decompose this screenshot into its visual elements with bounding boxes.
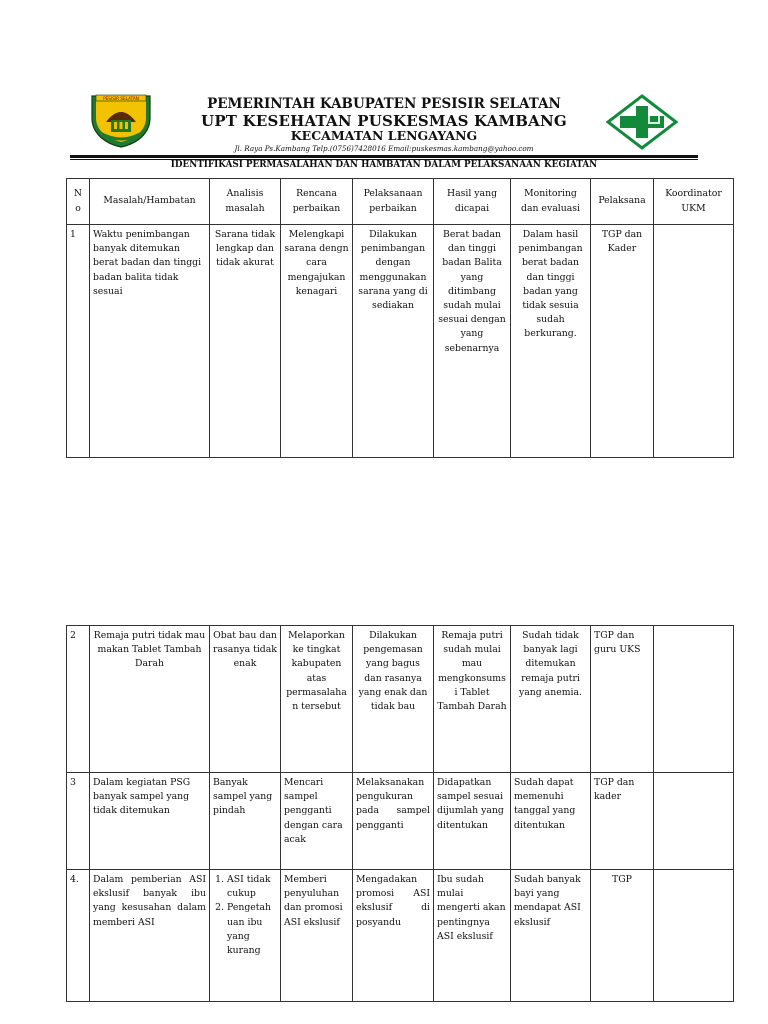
problem-table-page2: [66, 625, 734, 1002]
table-row: [67, 773, 734, 870]
row-koordinator: [654, 773, 734, 870]
row-rencana: Memberi penyuluhan dan promosi ASI ekslusif: [281, 870, 353, 1002]
row-masalah: Waktu penimbangan banyak ditemukan berat badan dan tinggi badan balita tidak sesuai: [90, 225, 210, 458]
table-row: [67, 626, 734, 773]
row-masalah: Remaja putri tidak mau makan Tablet Tambah Darah: [90, 626, 210, 773]
institution-line: UPT KESEHATAN PUSKESMAS KAMBANG: [201, 112, 567, 130]
government-line: PEMERINTAH KABUPATEN PESISIR SELATAN: [207, 96, 561, 112]
col-header-pelaksana: Pelaksana: [591, 179, 654, 225]
row-pelaksana: TGP dan guru UKS: [591, 626, 654, 773]
row-no: 2: [67, 626, 90, 773]
row-rencana: Melengkapi sarana dengn cara mengajukan kenagari: [281, 225, 353, 458]
letterhead: [0, 0, 768, 160]
col-header-rencana: Rencana perbaikan: [281, 179, 353, 225]
row-pelaksanaan: Melaksanakan pengukuran pada sampel pengganti: [353, 773, 434, 870]
row-analisis: Banyak sampel yang pindah: [210, 773, 281, 870]
puskesmas-logo: [606, 94, 678, 150]
analisis-item: 2. Pengetahuan ibu yang kurang: [227, 901, 277, 958]
row-pelaksana: TGP dan kader: [591, 773, 654, 870]
problem-table-page1: [66, 178, 734, 458]
row-monitoring: Sudah tidak banyak lagi ditemukan remaja putri yang anemia.: [511, 626, 591, 773]
row-monitoring: Dalam hasil penimbangan berat badan dan tinggi badan yang tidak sesuia sudah berkurang.: [511, 225, 591, 458]
col-header-monitoring: Monitoring dan evaluasi: [511, 179, 591, 225]
address-line: Jl. Raya Ps.Kambang Telp.(0756)7428016 Email:puskesmas.kambang@yahoo.com: [234, 144, 534, 153]
row-koordinator: [654, 626, 734, 773]
row-no: 3: [67, 773, 90, 870]
document-title: IDENTIFIKASI PERMASALAHAN DAN HAMBATAN DALAM PELAKSANAAN KEGIATAN: [170, 160, 598, 170]
col-header-no: N o: [67, 179, 90, 225]
row-pelaksanaan: Dilakukan penimbangan dengan menggunakan sarana yang di sediakan: [353, 225, 434, 458]
row-rencana: Melaporkan ke tingkat kabupaten atas permasalahan tersebut: [281, 626, 353, 773]
table-row: [67, 870, 734, 1002]
row-pelaksanaan: Dilakukan pengemasan yang bagus dan rasanya yang enak dan tidak bau: [353, 626, 434, 773]
table-row: [67, 225, 734, 458]
row-analisis: Obat bau dan rasanya tidak enak: [210, 626, 281, 773]
table-header-row: [67, 179, 734, 225]
analisis-item: 1. ASI tidak cukup: [227, 873, 277, 901]
row-monitoring: Sudah banyak bayi yang mendapat ASI ekslusif: [511, 870, 591, 1002]
row-analisis: [210, 870, 281, 1002]
col-header-hasil: Hasil yang dicapai: [434, 179, 511, 225]
row-pelaksana: TGP dan Kader: [591, 225, 654, 458]
row-analisis: Sarana tidak lengkap dan tidak akurat: [210, 225, 281, 458]
row-no: 4.: [67, 870, 90, 1002]
row-rencana: Mencari sampel pengganti dengan cara acak: [281, 773, 353, 870]
row-pelaksanaan: Mengadakan promosi ASI ekslusif di posyandu: [353, 870, 434, 1002]
col-header-koordinator: Koordinator UKM: [654, 179, 734, 225]
row-hasil: Berat badan dan tinggi badan Balita yang ditimbang sudah mulai sesuai dengan yang sebenarnya: [434, 225, 511, 458]
row-masalah: Dalam kegiatan PSG banyak sampel yang tidak ditemukan: [90, 773, 210, 870]
row-hasil: Ibu sudah mulai mengerti akan pentingnya ASI ekslusif: [434, 870, 511, 1002]
row-monitoring: Sudah dapat memenuhi tanggal yang ditentukan: [511, 773, 591, 870]
col-header-masalah: Masalah/Hambatan: [90, 179, 210, 225]
row-no: 1: [67, 225, 90, 458]
col-header-analisis: Analisis masalah: [210, 179, 281, 225]
row-koordinator: [654, 225, 734, 458]
row-koordinator: [654, 870, 734, 1002]
row-hasil: Didapatkan sampel sesuai dijumlah yang ditentukan: [434, 773, 511, 870]
row-hasil: Remaja putri sudah mulai mau mengkonsumsi Tablet Tambah Darah: [434, 626, 511, 773]
row-masalah: Dalam pemberian ASI ekslusif banyak ibu yang kesusahan dalam memberi ASI: [90, 870, 210, 1002]
col-header-pelaksanaan: Pelaksanaan perbaikan: [353, 179, 434, 225]
district-line: KECAMATAN LENGAYANG: [290, 128, 478, 143]
logo-left-text: PESISIR SELATAN: [103, 96, 139, 101]
header-rule: [70, 155, 698, 158]
row-pelaksana: TGP: [591, 870, 654, 1002]
